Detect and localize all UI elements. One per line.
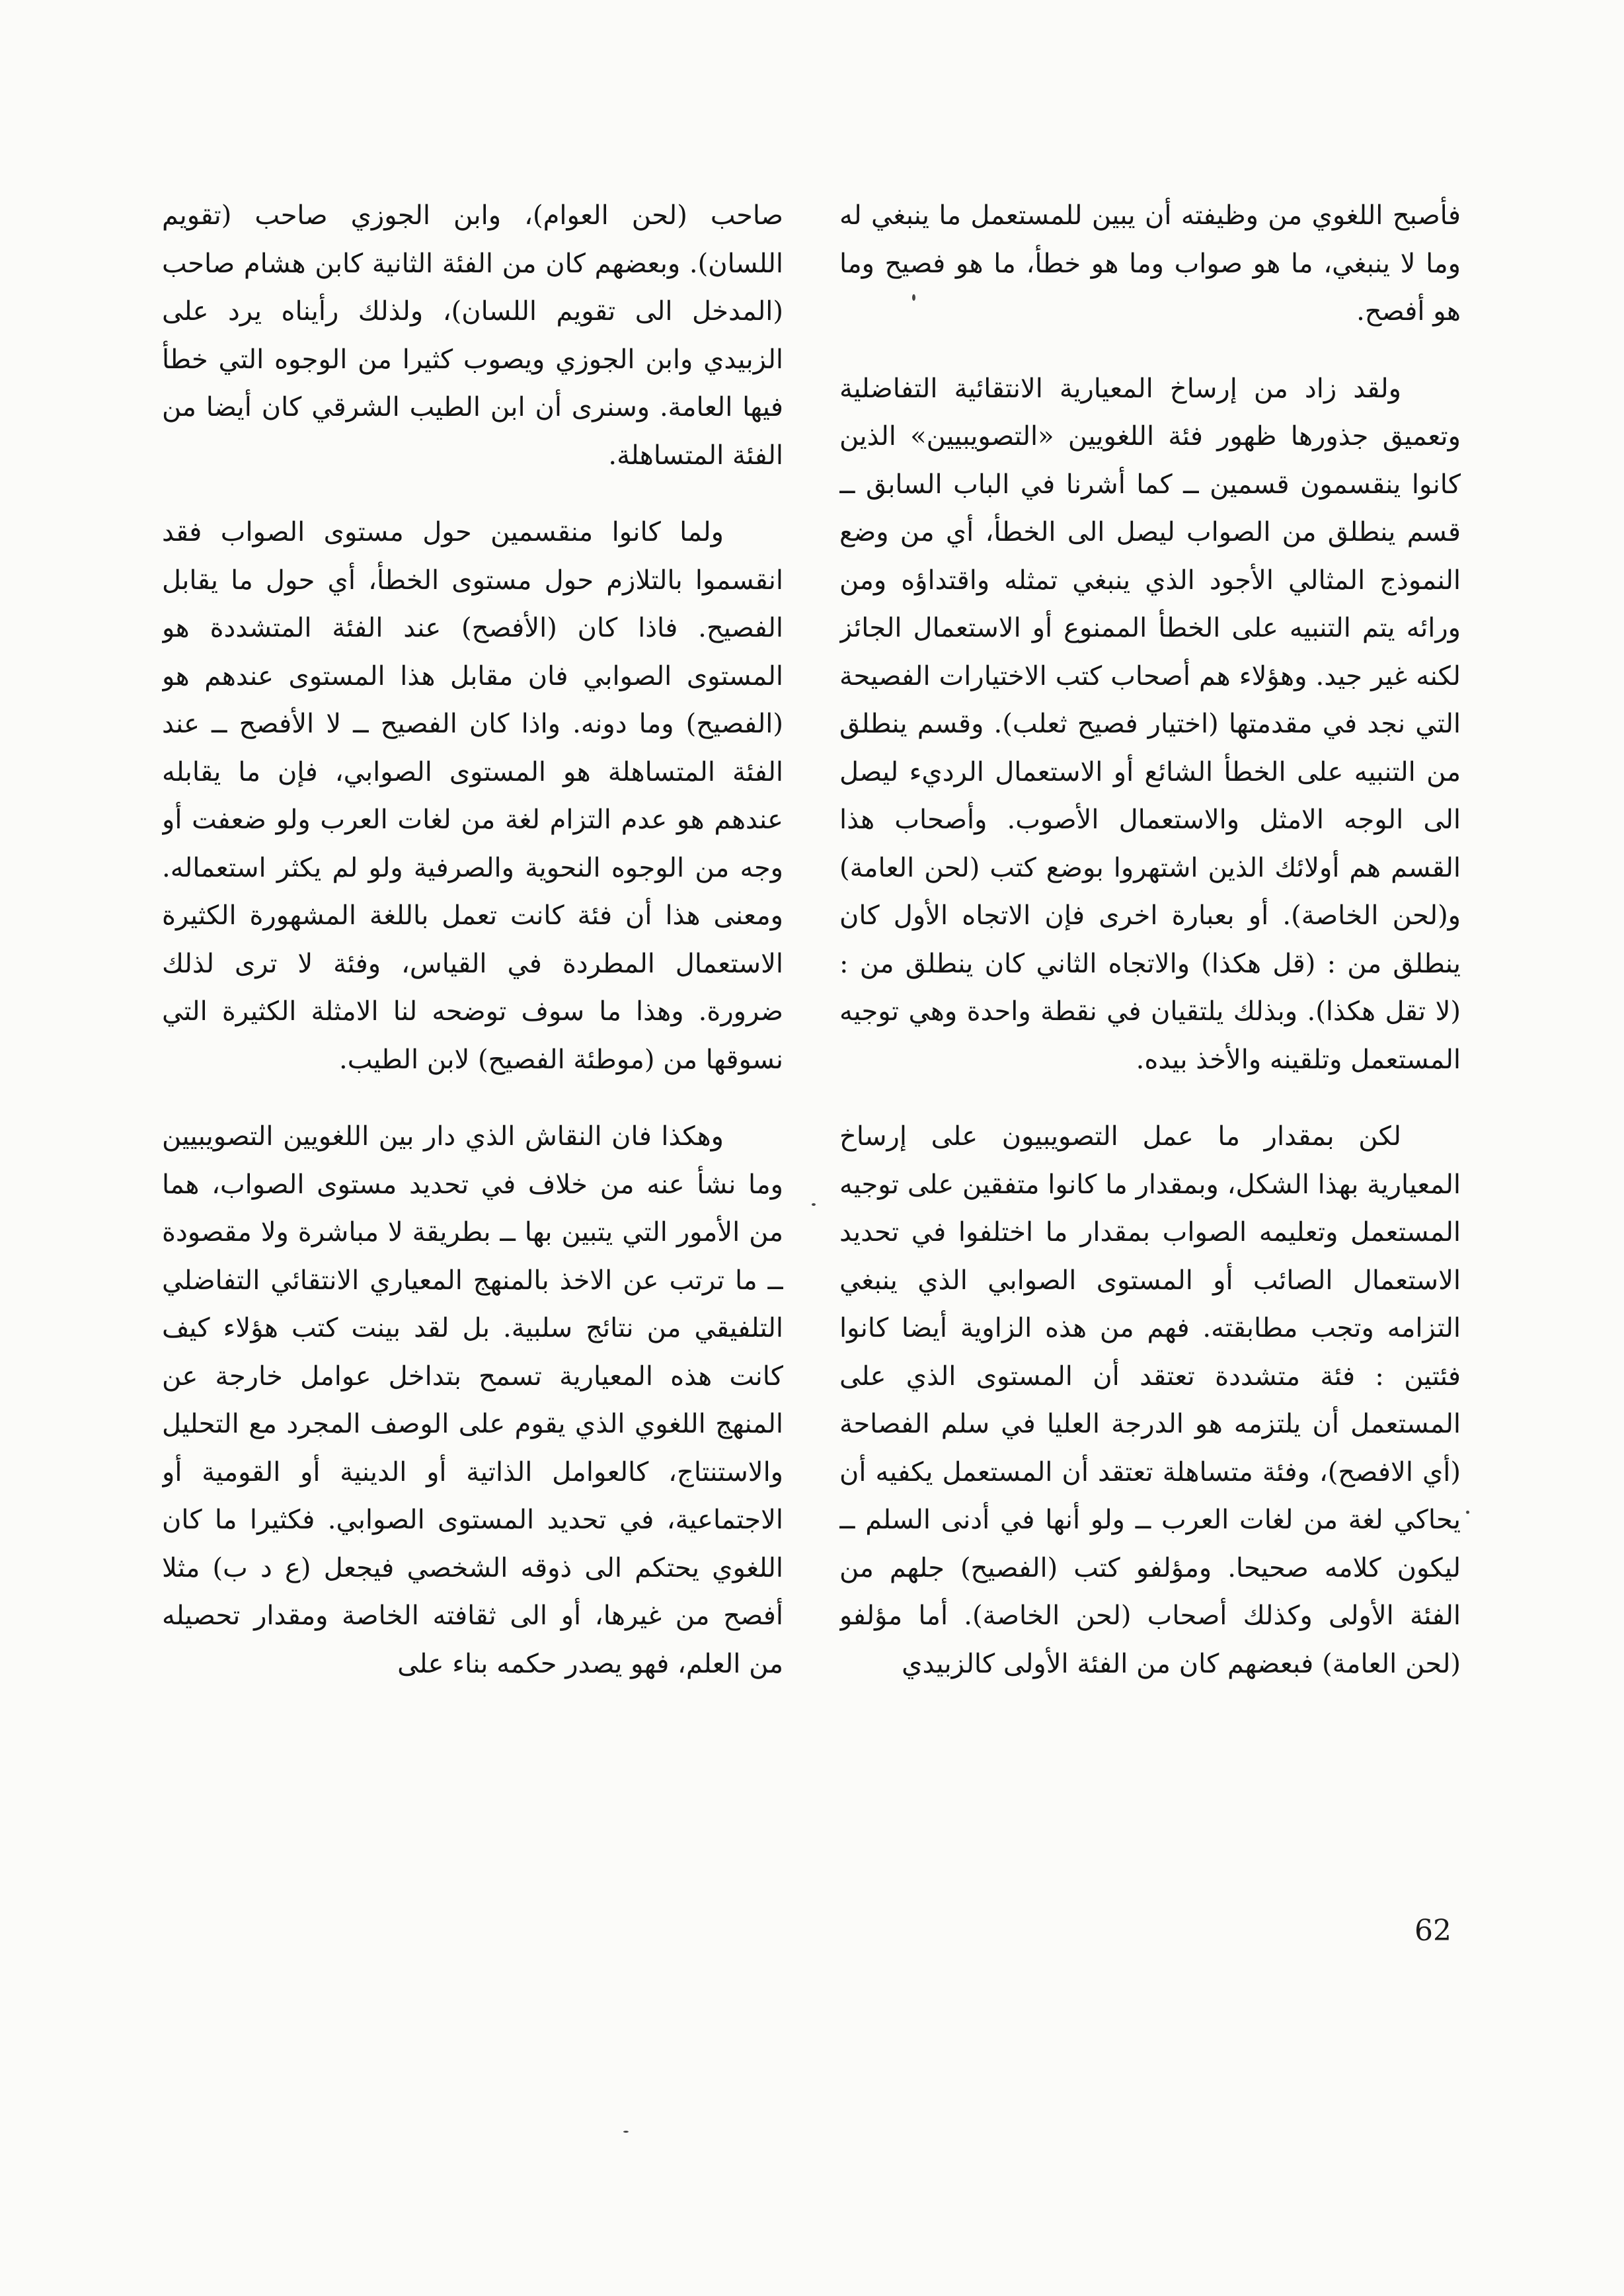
scan-speck: [912, 294, 915, 301]
paragraph: ولقد زاد من إرساخ المعيارية الانتقائية التفاضلية وتعميق جذورها ظهور فئة اللغويين «التصويبيين» الذين كانوا ينقسمون قسمين ــ كما أشرنا في الباب السابق ــ قسم ينطلق من الصواب ليصل الى الخطأ، أي من وضع النموذج المثالي الأجود الذي ينبغي تمثله واقتداؤه ومن ورائه يتم التنبيه على الخطأ الممنوع أو الاستعمال الجائز لكنه غير جيد. وهؤلاء هم أصحاب كتب الاختيارات الفصيحة التي نجد في مقدمتها (اختيار فصيح ثعلب). وقسم ينطلق من التنبيه على الخطأ الشائع أو الاستعمال الرديء ليصل الى الوجه الامثل والاستعمال الأصوب. وأصحاب هذا القسم هم أولائك الذين اشتهروا بوضع كتب (لحن العامة) و(لحن الخاصة). أو بعبارة اخرى فإن الاتجاه الأول كان ينطلق من : (قل هكذا) والاتجاه الثاني كان ينطلق من : (لا تقل هكذا). وبذلك يلتقيان في نقطة واحدة وهي توجيه المستعمل وتلقينه والأخذ بيده.: [839, 373, 1461, 1075]
page-number: 62: [1414, 1914, 1451, 1948]
paragraph: وهكذا فان النقاش الذي دار بين اللغويين التصويبيين وما نشأ عنه من خلاف في تحديد مستوى الصواب، هما من الأمور التي يتبين بها ــ بطريقة لا مباشرة ولا مقصودة ــ ما ترتب عن الاخذ بالمنهج المعياري الانتقائي التفاضلي التلفيقي من نتائج سلبية. بل لقد بينت كتب هؤلاء كيف كانت هذه المعيارية تسمح بتداخل عوامل خارجة عن المنهج اللغوي الذي يقوم على الوصف المجرد مع التحليل والاستنتاج، كالعوامل الذاتية أو الدينية أو القومية أو الاجتماعية، في تحديد المستوى الصوابي. فكثيرا ما كان اللغوي يحتكم الى ذوقه الشخصي فيجعل (ع د ب) مثلا أفصح من غيرها، أو الى ثقافته الخاصة ومقدار تحصيله من العلم، فهو يصدر حكمه بناء على: [162, 1121, 783, 1679]
paragraph: لكن بمقدار ما عمل التصويبيون على إرساخ المعيارية بهذا الشكل، وبمقدار ما كانوا متفقين على توجيه المستعمل وتعليمه الصواب بمقدار ما اختلفوا في تحديد الاستعمال الصائب أو المستوى الصوابي الذي ينبغي التزامه وتجب مطابقته. فهم من هذه الزاوية أيضا كانوا فئتين : فئة متشددة تعتقد أن المستوى الذي على المستعمل أن يلتزمه هو الدرجة العليا في سلم الفصاحة (أي الافصح)، وفئة متساهلة تعتقد أن المستعمل يكفيه أن يحاكي لغة من لغات العرب ــ ولو أنها في أدنى السلم ــ ليكون كلامه صحيحا. ومؤلفو كتب (الفصيح) جلهم من الفئة الأولى وكذلك أصحاب (لحن الخاصة). أما مؤلفو (لحن العامة) فبعضهم كان من الفئة الأولى كالزبيدي: [839, 1121, 1461, 1679]
scan-speck: [1466, 1511, 1469, 1514]
scan-speck: [812, 1203, 816, 1206]
left-text-column: [162, 192, 783, 1864]
right-text-column: [839, 192, 1461, 1864]
paragraph: ولما كانوا منقسمين حول مستوى الصواب فقد انقسموا بالتلازم حول مستوى الخطأ، أي حول ما يقابل الفصيح. فاذا كان (الأفصح) عند الفئة المتشددة هو المستوى الصوابي فان مقابل هذا المستوى عندهم هو (الفصيح) وما دونه. واذا كان الفصيح ــ لا الأفصح ــ عند الفئة المتساهلة هو المستوى الصوابي، فإن ما يقابله عندهم هو عدم التزام لغة من لغات العرب ولو ضعفت أو وجه من الوجوه النحوية والصرفية ولو لم يكثر استعماله. ومعنى هذا أن فئة كانت تعمل باللغة المشهورة الكثيرة الاستعمال المطردة في القياس، وفئة لا ترى لذلك ضرورة. وهذا ما سوف توضحه لنا الامثلة الكثيرة التي نسوقها من (موطئة الفصيح) لابن الطيب.: [162, 517, 783, 1075]
paragraph: فأصبح اللغوي من وظيفته أن يبين للمستعمل ما ينبغي له وما لا ينبغي، ما هو صواب وما هو خطأ، ما هو فصيح وما هو أفصح.: [839, 200, 1461, 327]
paragraph: صاحب (لحن العوام)، وابن الجوزي صاحب (تقويم اللسان). وبعضهم كان من الفئة الثانية كابن هشام صاحب (المدخل الى تقويم اللسان)، ولذلك رأيناه يرد على الزبيدي وابن الجوزي ويصوب كثيرا من الوجوه التي خطأ فيها العامة. وسنرى أن ابن الطيب الشرقي كان أيضا من الفئة المتساهلة.: [162, 200, 783, 471]
scan-speck: [623, 2131, 629, 2133]
